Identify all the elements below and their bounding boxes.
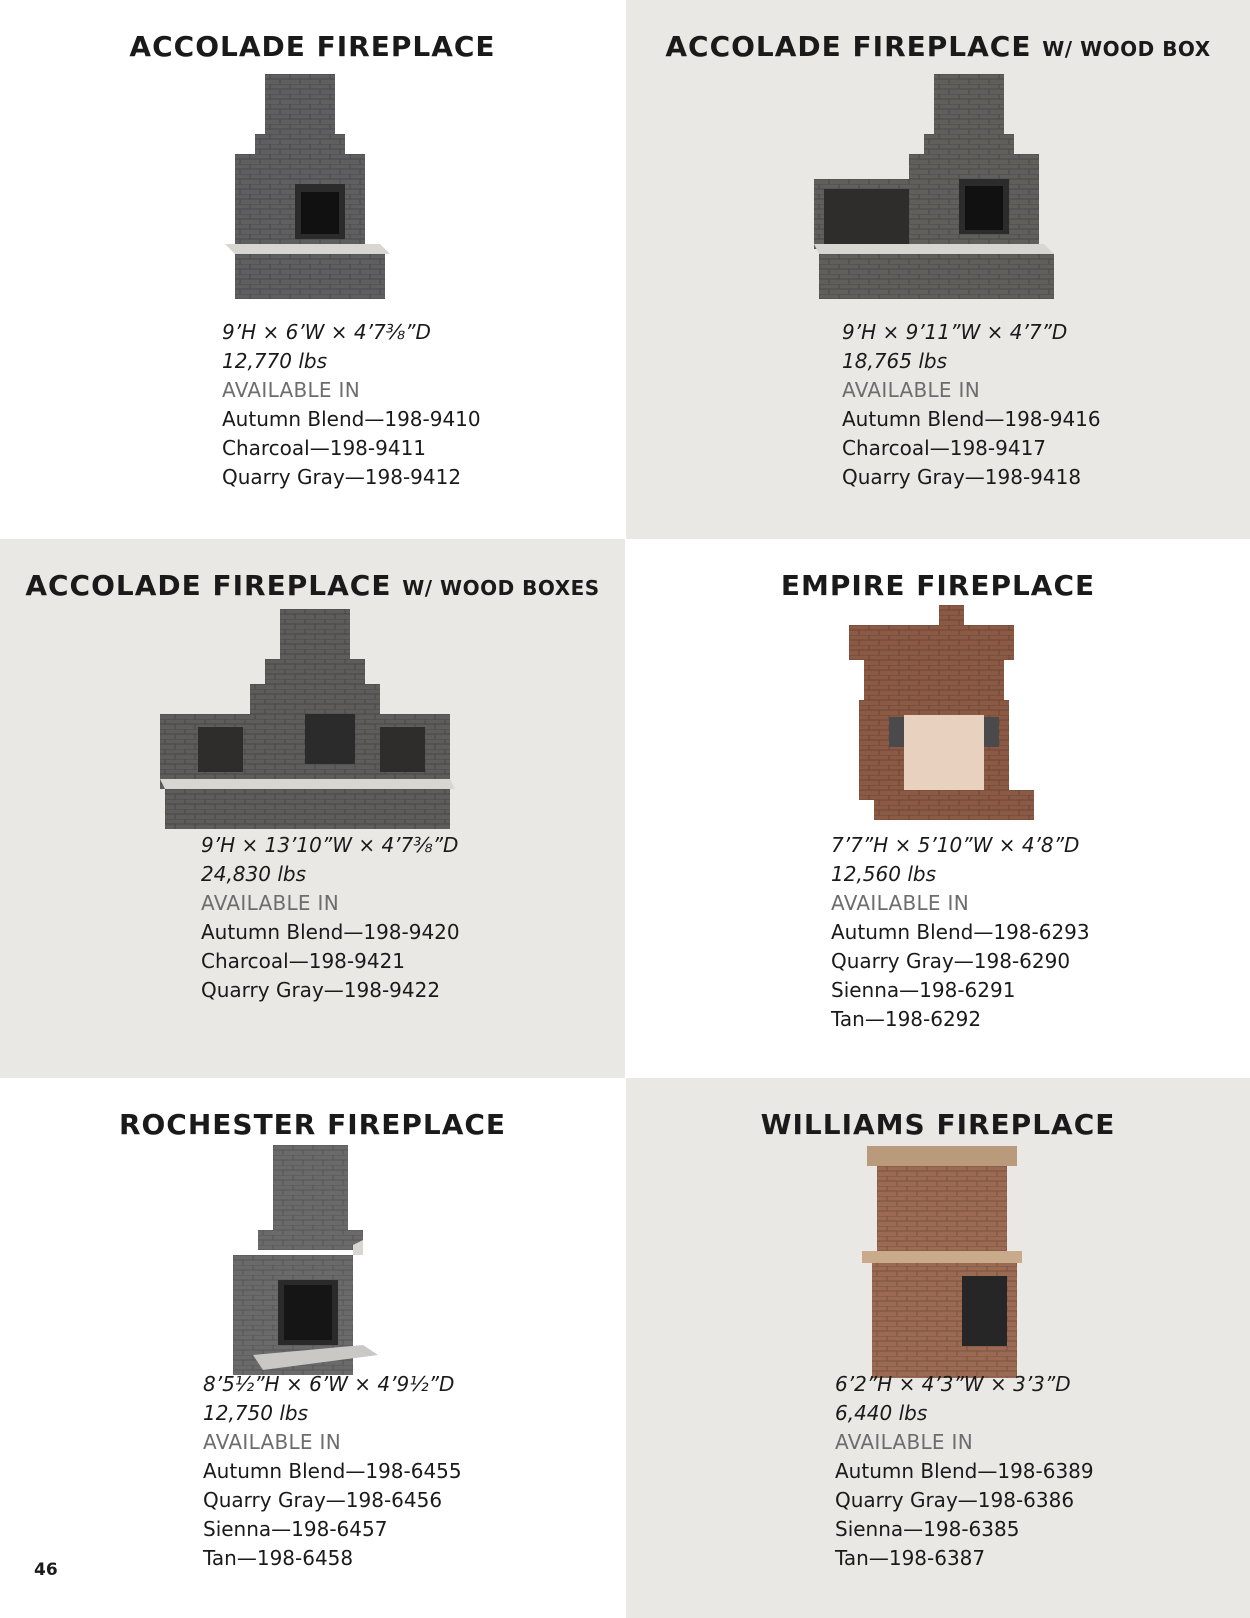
product-specs [222, 318, 481, 492]
product-specs [842, 318, 1101, 492]
available-label: AVAILABLE IN [831, 891, 969, 915]
product-dimensions: 6’2”H × 4’3”W × 3’3”D [835, 1372, 1071, 1396]
product-weight: 24,830 lbs [201, 862, 307, 886]
fireplace-image [160, 609, 460, 839]
option-item: Charcoal—198-9411 [222, 436, 427, 460]
product-specs [831, 831, 1090, 1034]
product-title: ACCOLADE FIREPLACE W/ WOOD BOXES [25, 569, 600, 602]
option-item: Autumn Blend—198-6389 [835, 1459, 1094, 1483]
available-label: AVAILABLE IN [201, 891, 339, 915]
product-subtitle: W/ WOOD BOXES [402, 576, 600, 600]
product-accolade-fireplace [0, 0, 625, 539]
product-weight: 12,750 lbs [203, 1401, 309, 1425]
product-rochester-fireplace [0, 1078, 625, 1618]
available-label: AVAILABLE IN [835, 1430, 973, 1454]
option-item: Sienna—198-6385 [835, 1517, 1020, 1541]
fireplace-image [228, 1145, 393, 1395]
page-number: 46 [34, 1560, 58, 1580]
option-item: Autumn Blend—198-9410 [222, 407, 481, 431]
option-item: Charcoal—198-9417 [842, 436, 1047, 460]
available-label: AVAILABLE IN [222, 378, 360, 402]
fireplace-image [844, 605, 1034, 840]
product-dimensions: 7’7”H × 5’10”W × 4’8”D [831, 833, 1080, 857]
option-item: Tan—198-6292 [831, 1007, 982, 1031]
product-title: ROCHESTER FIREPLACE [118, 1108, 507, 1141]
product-weight: 6,440 lbs [835, 1401, 928, 1425]
option-item: Charcoal—198-9421 [201, 949, 406, 973]
product-title: EMPIRE FIREPLACE [780, 569, 1096, 602]
product-dimensions: 9’H × 9’11”W × 4’7”D [842, 320, 1068, 344]
option-item: Sienna—198-6291 [831, 978, 1016, 1002]
product-accolade-fireplace-wood-box [626, 0, 1250, 539]
fireplace-image [814, 74, 1064, 314]
fireplace-image [862, 1146, 1022, 1391]
option-item: Quarry Gray—198-6386 [835, 1488, 1075, 1512]
option-item: Autumn Blend—198-6455 [203, 1459, 462, 1483]
product-weight: 12,770 lbs [222, 349, 328, 373]
product-dimensions: 8’5½”H × 6’W × 4’9½”D [203, 1372, 455, 1396]
product-weight: 12,560 lbs [831, 862, 937, 886]
available-label: AVAILABLE IN [203, 1430, 341, 1454]
product-title: ACCOLADE FIREPLACE [129, 30, 496, 63]
option-item: Quarry Gray—198-9422 [201, 978, 441, 1002]
option-item: Tan—198-6387 [835, 1546, 986, 1570]
available-label: AVAILABLE IN [842, 378, 980, 402]
option-item: Autumn Blend—198-9420 [201, 920, 460, 944]
option-item: Quarry Gray—198-9418 [842, 465, 1082, 489]
product-empire-fireplace [626, 539, 1250, 1078]
product-williams-fireplace [626, 1078, 1250, 1618]
product-dimensions: 9’H × 6’W × 4’7⅜”D [222, 320, 431, 344]
product-subtitle: W/ WOOD BOX [1042, 37, 1211, 61]
product-accolade-fireplace-wood-boxes [0, 539, 625, 1078]
product-specs [203, 1370, 462, 1573]
product-title: ACCOLADE FIREPLACE W/ WOOD BOX [665, 30, 1211, 63]
product-dimensions: 9’H × 13’10”W × 4’7⅜”D [201, 833, 459, 857]
product-specs [835, 1370, 1094, 1573]
product-weight: 18,765 lbs [842, 349, 948, 373]
fireplace-image [225, 74, 395, 314]
product-specs [201, 831, 460, 1005]
option-item: Autumn Blend—198-6293 [831, 920, 1090, 944]
option-item: Quarry Gray—198-9412 [222, 465, 462, 489]
product-title: WILLIAMS FIREPLACE [760, 1108, 1116, 1141]
option-item: Quarry Gray—198-6456 [203, 1488, 443, 1512]
option-item: Sienna—198-6457 [203, 1517, 388, 1541]
option-item: Tan—198-6458 [203, 1546, 354, 1570]
option-item: Autumn Blend—198-9416 [842, 407, 1101, 431]
option-item: Quarry Gray—198-6290 [831, 949, 1071, 973]
